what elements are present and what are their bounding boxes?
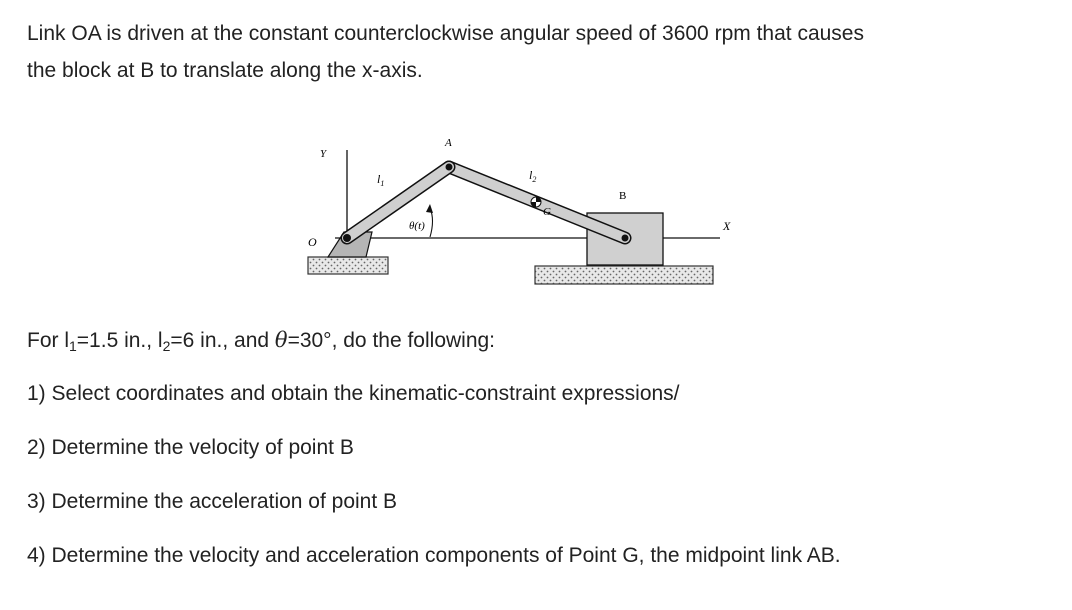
label-b: B [619,190,627,202]
statement-line-2: the block at B to translate along the x-axis. [27,59,423,82]
task-list [27,378,841,594]
task-item: 3) Determine the acceleration of point B [27,490,398,513]
task-item: 2) Determine the velocity of point B [27,436,354,459]
label-g: G [543,206,551,218]
theta-arrowhead [426,204,433,213]
label-y: Y [320,148,327,160]
label-o: O [308,235,317,249]
label-x: X [723,219,731,233]
task-item: 1) Select coordinates and obtain the kinematic-constraint expressions/ [27,382,680,405]
pin-o [343,234,351,242]
pin-a [446,164,453,171]
pin-b [622,235,629,242]
theta-symbol: θ [274,328,288,352]
link-oa [347,167,449,238]
ground-left [308,257,388,274]
center-of-mass-g [531,197,541,207]
task-item: 4) Determine the velocity and acceleration components of Point G, the midpoint link AB. [27,544,841,567]
problem-statement [27,15,1027,89]
slider-crank-diagram [300,125,740,305]
label-theta: θ(t) [409,220,425,232]
label-l2: $l_2$ [529,168,537,184]
statement-line-1: Link OA is driven at the constant counterclockwise angular speed of 3600 rpm that causes [27,22,864,45]
ground-right [535,266,713,284]
label-a: A [445,137,452,149]
given-conditions: For $l_1=1.5$ in., $l_2=6$ in., and θ=30°, do the following: [27,328,496,354]
label-l1: $l_1$ [377,172,385,188]
